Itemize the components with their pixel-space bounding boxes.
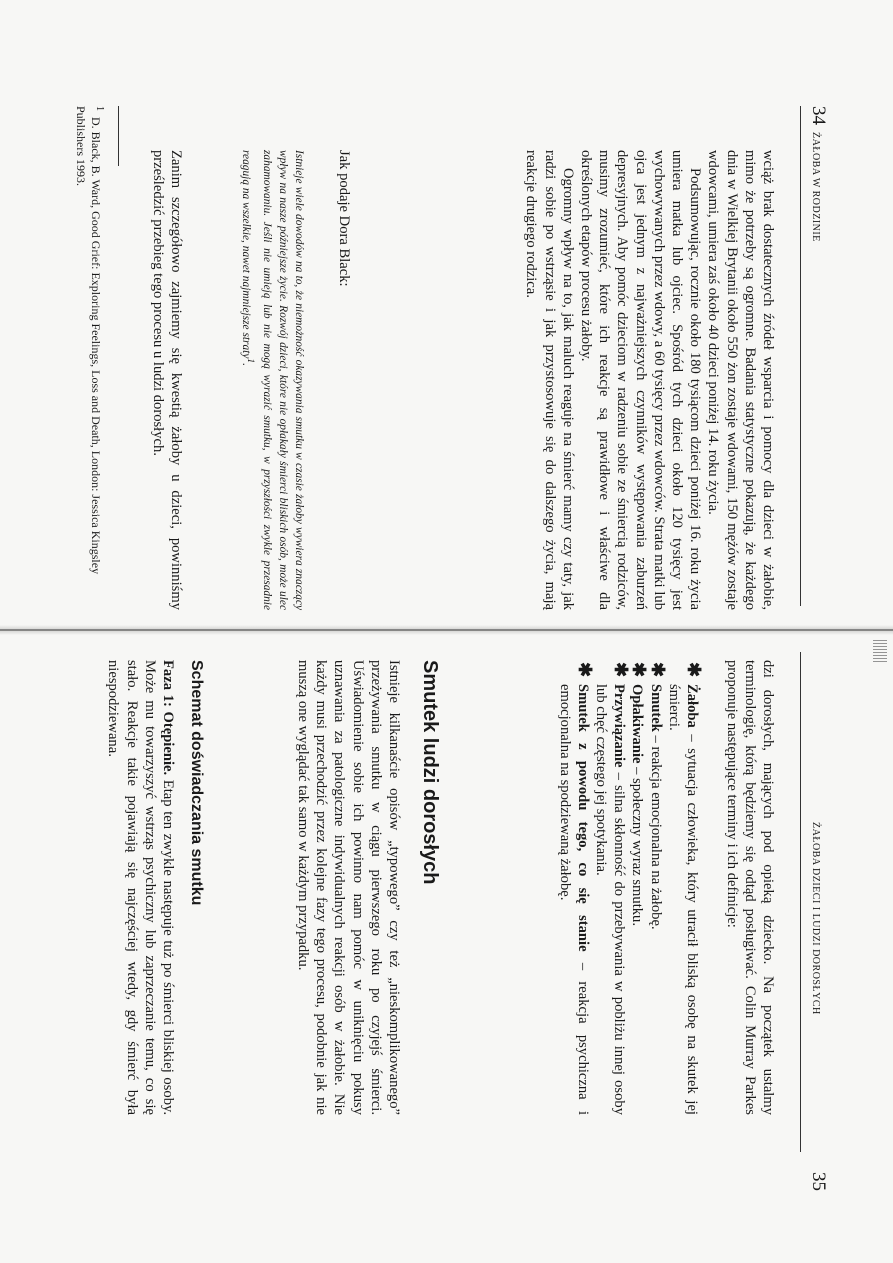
phase-label: Faza 1: Otępienie.: [160, 660, 176, 776]
page-number: 34: [808, 106, 829, 125]
definition-term: Smutek: [647, 684, 664, 732]
asterisk-bullet-icon: ✱: [611, 662, 632, 678]
definition-text: – reakcja emocjonalna na żałobę.: [647, 731, 664, 930]
definition-text: – silna skłonność do przebywania w pobliżu innej osoby lub chęć częstego jej spotykania.: [592, 684, 628, 1115]
left-page: [0, 0, 893, 631]
paragraph: Istnieje kilkanaście opisów „typowego” czy też „nieskomplikowanego” przeżywania smutku w ciągu pierwszego roku po czyjejś śmierci. Uświadomienie sobie ich powinno nam pomóc w uniknięciu pokusy uznawania za patologiczne indywidualnych reakcji osób w żałobie. Nie każdy musi przechodzić przez kolejne fazy tego procesu, podobnie jak nie muszą one wyglądać tak samo w każdym przypadku.: [294, 660, 402, 1115]
paragraph: Ogromny wpływ na to, jak maluch reaguje na śmierć mamy czy taty, jak radzi sobie po wstrząsie i jak przystosowuje się do dalszego życia, mają reakcje drugiego rodzica.: [523, 150, 576, 610]
body-text-block: [522, 150, 777, 610]
definition-term: Przywiązanie: [611, 684, 628, 768]
footnote: [73, 106, 107, 606]
phase-text: Etap ten zwykle następuje tuż po śmierci bliskiej osoby. Może mu towarzyszyć wstrząs psychiczny lub zaprzeczanie temu, co się stało. Reakcje takie pojawiają się najczęściej wtedy, gdy śmierć była niespodziewana.: [105, 660, 176, 1115]
section-heading: Smutek ludzi dorosłych: [419, 660, 441, 885]
asterisk-bullet-icon: ✱: [684, 662, 704, 678]
quote-intro: [335, 150, 353, 610]
footnote-rule: [118, 106, 119, 166]
footnote-text: D. Black, B. Ward, Good Grief: Exploring Feelings, Loss and Death, London: Jessica Kingsley Publishers 1993.: [74, 106, 103, 575]
paragraph: wciąż brak dostatecznych źródeł wsparcia i pomocy dla dzieci w żałobie, mimo że potrzeby są ogromne. Badania statystyczne pokazują, że każdego dnia w Wielkiej Brytanii około 550 żon zostaje wdowami, 150 mężów zostaje wdowcami, umiera zaś około 40 dzieci poniżej 14. roku życia.: [705, 150, 776, 610]
subsection-heading: Schemat doświadczania smutku: [188, 660, 205, 906]
quote-text: Istnieje wiele dowodów na to, że niemożność okazywania smutku w czasie żałoby wywiera znaczący wpływ na nasze późniejsze życie. Rozwój dzieci, które nie opłakały śmierci bliskich osób, może ulec zahamowaniu. Jeśli nie umieją lub nie mogą wyrazić smutku, w przyszłości zwykle przesadnie reagują na wszelkie, nawet najmniejsze straty: [240, 150, 305, 610]
definition-item: [555, 660, 595, 1115]
paragraph: [104, 660, 177, 1115]
asterisk-bullet-icon: ✱: [647, 662, 668, 678]
right-page: [0, 632, 893, 1263]
intro-paragraph: [722, 660, 777, 1115]
asterisk-bullet-icon: ✱: [629, 662, 650, 678]
footnote-marker: 1: [245, 358, 256, 364]
definition-term: Opłakiwanie: [629, 684, 646, 764]
asterisk-bullet-icon: ✱: [574, 662, 595, 678]
paragraph: Jak podaje Dora Black:: [336, 150, 352, 287]
footnote-number: 1: [94, 106, 105, 111]
definition-item: [592, 660, 632, 1115]
definition-term: Smutek z powodu tego, co się stanie: [574, 684, 591, 952]
paragraph: dzi dorosłych, mających pod opieką dziecko. Na początek ustalmy terminologię, którą będziemy się odtąd posługiwać. Colin Murray Parkes proponuje następujące terminy i ich definicje:: [723, 660, 776, 1115]
definition-list: [555, 660, 704, 1115]
header-rule: [800, 106, 801, 606]
phase-paragraph: [104, 660, 177, 1115]
definition-text: – sytuacja człowieka, który utracił bliską osobę na skutek jej śmierci.: [665, 684, 700, 1115]
definition-text: – społeczny wyraz smutku.: [629, 763, 646, 927]
definition-term: Żałoba: [684, 684, 700, 728]
paragraph: Podsumowując, rocznie około 180 tysiącom dzieci poniżej 16. roku życia umiera matka lub ojciec. Spośród tych dzieci około 120 tysięcy jest wychowywanych przez wdowy, a 60 tysięcy przez wdowców. Strata matki lub ojca jest jednym z najważniejszych czynników występowania zaburzeń depresyjnych. Aby pomóc dzieciom w radzeniu sobie ze śmiercią rodziców, musimy zrozumieć, które ich reakcje są prawidłowe i właściwe dla określonych etapów procesu żałoby.: [577, 150, 704, 610]
definition-item: [665, 660, 704, 1115]
definition-item: [646, 660, 668, 1115]
running-head: ŻAŁOBA W RODZINIE: [810, 132, 821, 242]
paragraph: Zanim szczegółowo zajmiemy się kwestią żałoby u dzieci, powinniśmy prześledzić przebieg tego procesu u ludzi dorosłych.: [149, 150, 184, 610]
running-head: ŻAŁOBA DZIECI I LUDZI DOROSŁYCH: [810, 822, 821, 1015]
header-rule: [800, 652, 801, 1152]
definition-text: – reakcja psychiczna i emocjonalna na spodziewaną żałobę.: [556, 684, 591, 1115]
definition-item: [628, 660, 650, 1115]
page-number: 35: [808, 1172, 829, 1191]
closing-paragraph: [149, 150, 185, 610]
section-paragraph: [294, 660, 403, 1115]
block-quote: Istnieje wiele dowodów na to, że niemożność okazywania smutku w czasie żałoby wywiera znaczący wpływ na nasze późniejsze życie. Rozwój dzieci, które nie opłakały śmierci bliskich osób, może ulec zahamowaniu. Jeśli nie umieją lub nie mogą wyrazić smutku, w przyszłości zwykle przesadnie reagują na wszelkie, nawet najmniejsze straty$^1$.: [240, 150, 305, 610]
